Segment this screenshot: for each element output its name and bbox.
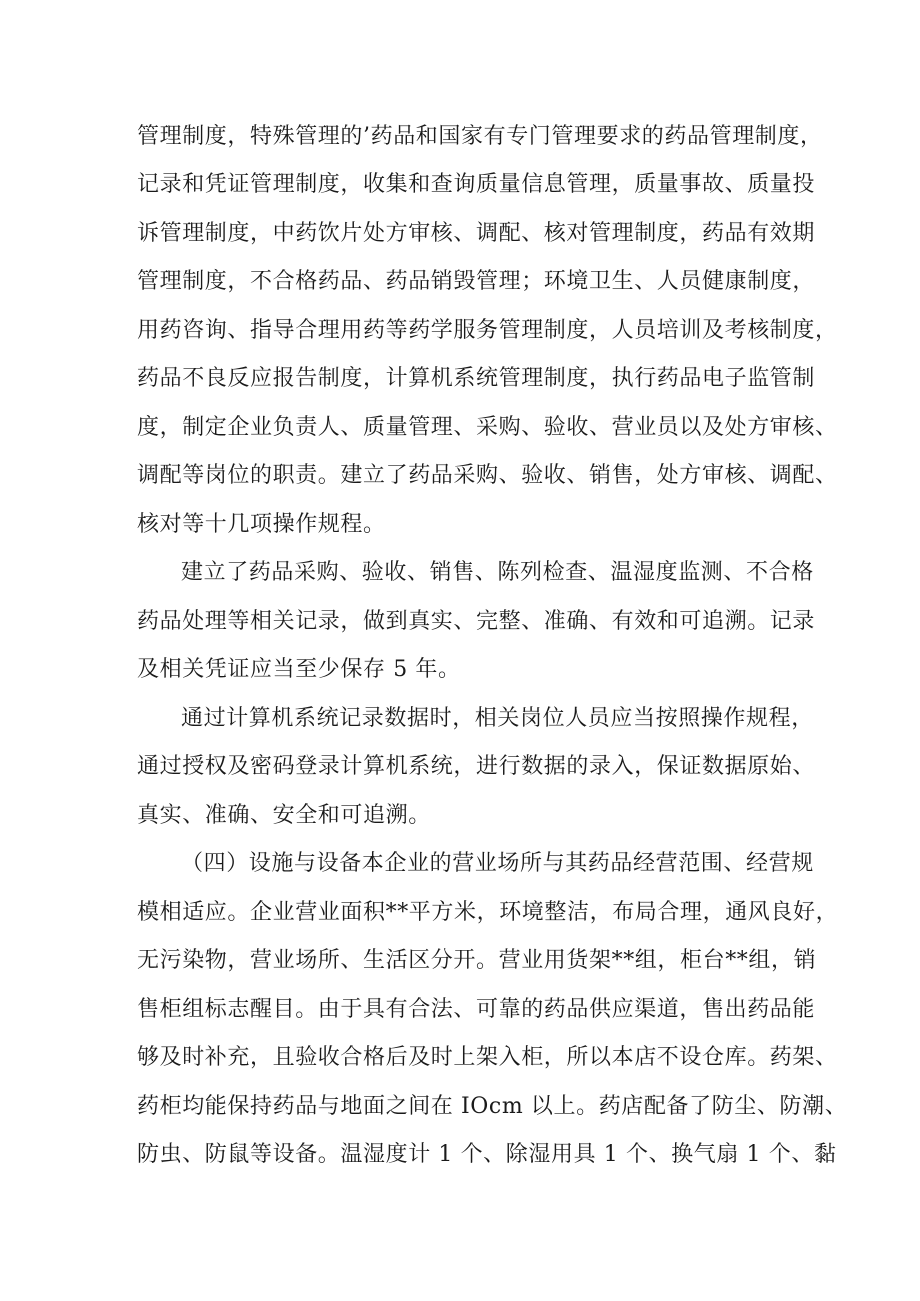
text-line: 防虫、防鼠等设备。温湿度计 1 个、除湿用具 1 个、换气扇 1 个、黏 xyxy=(137,1142,837,1167)
text-line: 通过计算机系统记录数据时，相关岗位人员应当按照操作规程， xyxy=(181,706,814,731)
text-line: 无污染物，营业场所、生活区分开。营业用货架**组，柜台**组，销 xyxy=(137,948,817,973)
text-line: 管理制度，特殊管理的’药品和国家有专门管理要求的药品管理制度， xyxy=(137,124,823,149)
text-line: 度，制定企业负责人、质量管理、采购、验收、营业员以及处方审核、 xyxy=(137,415,838,440)
text-line: 模相适应。企业营业面积**平方米，环境整洁，布局合理，通风良好， xyxy=(137,900,839,925)
text-line: 药柜均能保持药品与地面之间在 IOcm 以上。药店配备了防尘、防潮、 xyxy=(137,1094,848,1119)
text-line: 管理制度，不合格药品、药品销毁管理；环境卫生、人员健康制度， xyxy=(137,269,816,294)
text-line: 药品不良反应报告制度，计算机系统管理制度，执行药品电子监管制 xyxy=(137,366,816,391)
text-line: 诉管理制度，中药饮片处方审核、调配、核对管理制度，药品有效期 xyxy=(137,221,816,246)
text-line: 及相关凭证应当至少保存 5 年。 xyxy=(137,657,461,682)
text-line: 够及时补充，且验收合格后及时上架入柜，所以本店不设仓库。药架、 xyxy=(137,1045,838,1070)
text-line: 用药咨询、指导合理用药等药学服务管理制度，人员培训及考核制度， xyxy=(137,318,838,343)
text-line: 售柜组标志醒目。由于具有合法、可靠的药品供应渠道，售出药品能 xyxy=(137,997,816,1022)
text-line: 通过授权及密码登录计算机系统，进行数据的录入，保证数据原始、 xyxy=(137,754,816,779)
text-line: 真实、准确、安全和可追溯。 xyxy=(137,803,431,828)
text-line: 调配等岗位的职责。建立了药品采购、验收、销售，处方审核、调配、 xyxy=(137,463,838,488)
text-line: （四）设施与设备本企业的营业场所与其药品经营范围、经营规 xyxy=(181,851,814,876)
text-line: 药品处理等相关记录，做到真实、完整、准确、有效和可追溯。记录 xyxy=(137,609,816,634)
text-line: 建立了药品采购、验收、销售、陈列检查、温湿度监测、不合格 xyxy=(181,560,814,585)
text-line: 核对等十几项操作规程。 xyxy=(137,512,386,537)
text-line: 记录和凭证管理制度，收集和查询质量信息管理，质量事故、质量投 xyxy=(137,172,816,197)
